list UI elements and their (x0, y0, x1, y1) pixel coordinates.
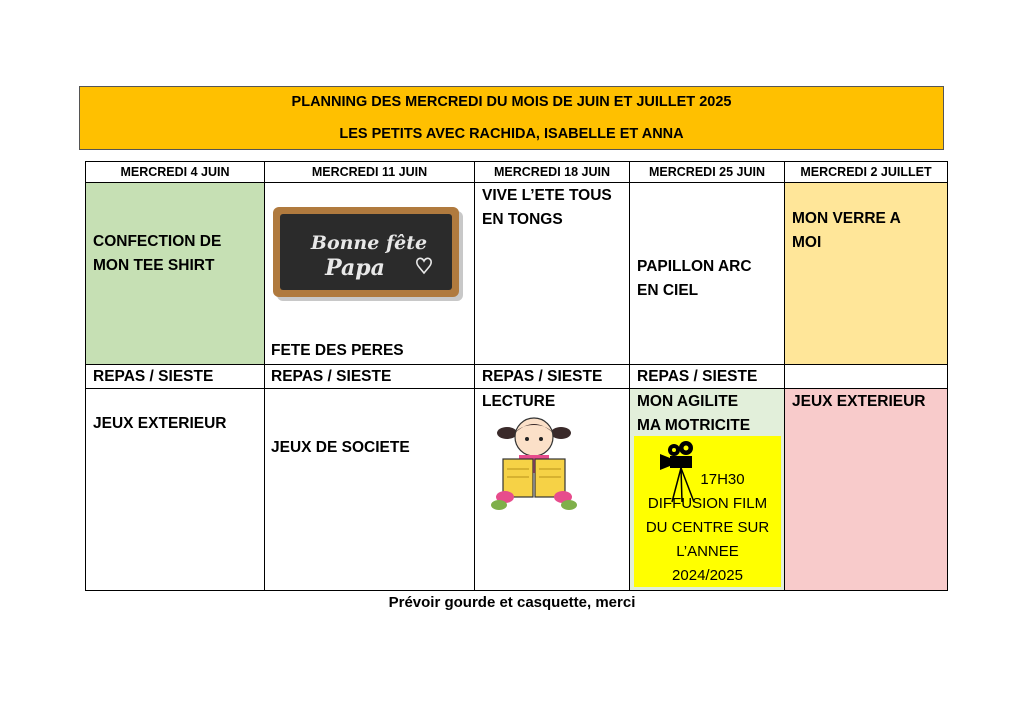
morning-activity-3a: VIVE L’ETE TOUS (482, 187, 612, 204)
column-header-4: MERCREDI 25 JUIN (629, 161, 785, 183)
afternoon-activity-1: JEUX EXTERIEUR (93, 415, 227, 432)
sign-line-2: Papa (325, 255, 385, 281)
morning-activity-3b: EN TONGS (482, 211, 563, 228)
lunch-cell-1 (85, 364, 265, 389)
morning-activity-4a: PAPILLON ARC (637, 258, 752, 275)
morning-cell-4 (629, 182, 785, 365)
sign-line-1: Bonne fête (310, 232, 428, 254)
morning-activity-5a: MON VERRE A (792, 210, 901, 227)
afternoon-cell-3 (474, 388, 630, 591)
lunch-label-4: REPAS / SIESTE (637, 368, 758, 385)
column-header-1: MERCREDI 4 JUIN (85, 161, 265, 183)
column-header-2: MERCREDI 11 JUIN (264, 161, 475, 183)
reading-girl-icon (489, 413, 579, 513)
chalkboard-sign-icon (271, 205, 467, 303)
afternoon-activity-3: LECTURE (482, 393, 556, 410)
header-title: PLANNING DES MERCREDI DU MOIS DE JUIN ET JUILLET 2025 (291, 94, 732, 110)
morning-activity-1a: CONFECTION DE (93, 233, 222, 250)
lunch-label-2: REPAS / SIESTE (271, 368, 392, 385)
afternoon-activity-2: JEUX DE SOCIETE (271, 439, 410, 456)
header-subtitle: LES PETITS AVEC RACHIDA, ISABELLE ET ANNA (339, 126, 684, 142)
film-time: 17H30 (700, 471, 745, 488)
film-line-1: DIFFUSION FILM (647, 495, 768, 512)
lunch-cell-4 (629, 364, 785, 389)
morning-activity-2: FETE DES PERES (271, 342, 404, 359)
morning-activity-4b: EN CIEL (637, 282, 699, 299)
morning-cell-3 (474, 182, 630, 365)
planning-header (79, 86, 944, 150)
lunch-cell-3 (474, 364, 630, 389)
morning-activity-1b: MON TEE SHIRT (93, 257, 215, 274)
afternoon-cell-5 (784, 388, 948, 591)
lunch-label-1: REPAS / SIESTE (93, 368, 214, 385)
afternoon-cell-2 (264, 388, 475, 591)
afternoon-activity-4a: MON AGILITE (637, 393, 739, 410)
film-line-3: L’ANNEE (676, 543, 739, 560)
morning-cell-2 (264, 182, 475, 365)
morning-cell-5 (784, 182, 948, 365)
film-announcement (634, 436, 781, 587)
morning-activity-5b: MOI (792, 234, 822, 251)
afternoon-cell-1 (85, 388, 265, 591)
afternoon-activity-4b: MA MOTRICITE (637, 417, 751, 434)
column-header-5: MERCREDI 2 JUILLET (784, 161, 948, 183)
afternoon-activity-5: JEUX EXTERIEUR (792, 393, 926, 410)
planning-table (85, 161, 948, 591)
column-header-3: MERCREDI 18 JUIN (474, 161, 630, 183)
footer-note: Prévoir gourde et casquette, merci (388, 594, 636, 611)
lunch-cell-5 (784, 364, 948, 389)
lunch-label-3: REPAS / SIESTE (482, 368, 603, 385)
film-line-4: 2024/2025 (672, 567, 743, 584)
morning-cell-1 (85, 182, 265, 365)
lunch-cell-2 (264, 364, 475, 389)
film-line-2: DU CENTRE SUR (645, 519, 770, 536)
